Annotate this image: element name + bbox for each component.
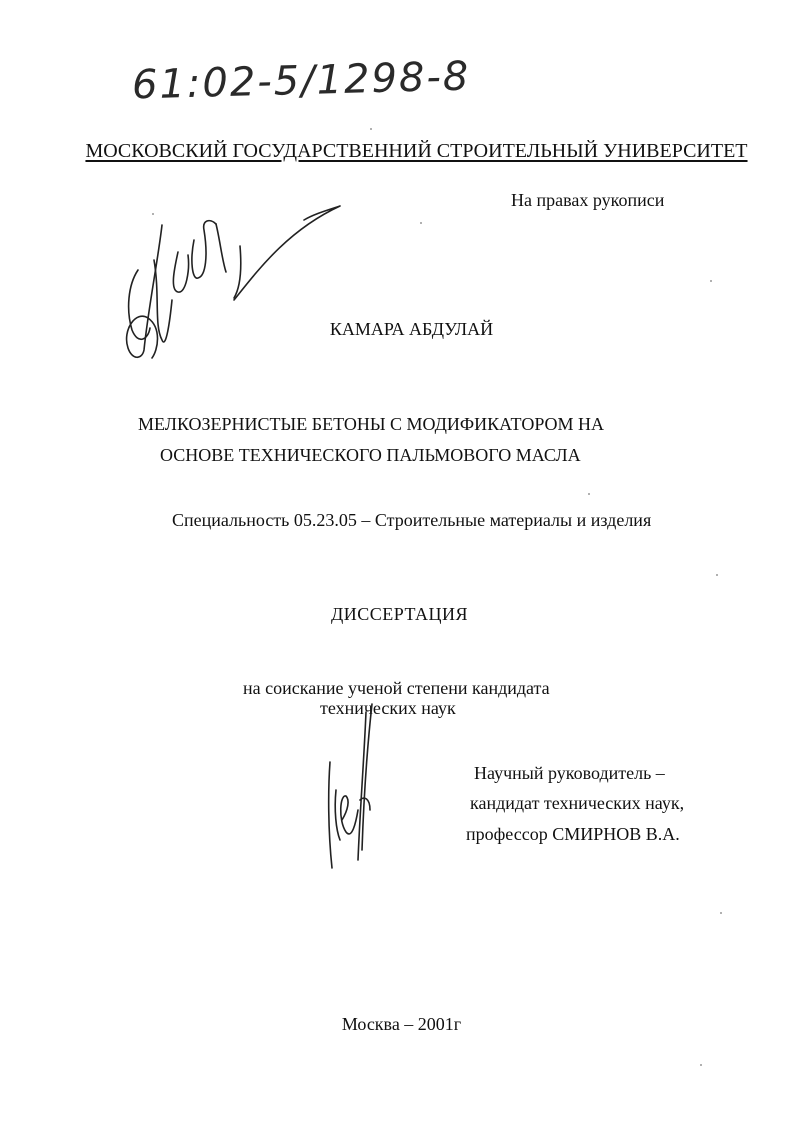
- author-name: КАМАРА АБДУЛАЙ: [329, 319, 494, 339]
- title-line-2: ОСНОВЕ ТЕХНИЧЕСКОГО ПАЛЬМОВОГО МАСЛА: [160, 445, 581, 465]
- scan-speck: [716, 574, 718, 576]
- supervisor-signature: [320, 700, 380, 875]
- scan-speck: [700, 1064, 702, 1066]
- scan-speck: [370, 128, 372, 130]
- catalog-number: 61:02-5/1298-8: [131, 53, 471, 109]
- scan-speck: [720, 912, 722, 914]
- supervisor-line-3: профессор СМИРНОВ В.А.: [466, 824, 680, 844]
- supervisor-line-1: Научный руководитель –: [474, 763, 665, 783]
- document-type: ДИССЕРТАЦИЯ: [330, 604, 469, 624]
- author-signature: [118, 200, 348, 365]
- university-name: МОСКОВСКИЙ ГОСУДАРСТВЕННИЙ СТРОИТЕЛЬНЫЙ УНИВЕРСИТЕТ: [85, 140, 748, 162]
- city-year: Москва – 2001г: [341, 1014, 462, 1034]
- scan-speck: [420, 222, 422, 224]
- scan-speck: [710, 280, 712, 282]
- degree-line-2: технических наук: [320, 698, 456, 718]
- rights-note: На правах рукописи: [511, 190, 665, 210]
- scan-speck: [588, 493, 590, 495]
- specialty: Специальность 05.23.05 – Строительные материалы и изделия: [172, 510, 652, 530]
- title-line-1: МЕЛКОЗЕРНИСТЫЕ БЕТОНЫ С МОДИФИКАТОРОМ НА: [138, 414, 605, 434]
- degree-line-1: на соискание ученой степени кандидата: [243, 678, 550, 698]
- scan-speck: [152, 213, 154, 215]
- supervisor-line-2: кандидат технических наук,: [470, 793, 685, 813]
